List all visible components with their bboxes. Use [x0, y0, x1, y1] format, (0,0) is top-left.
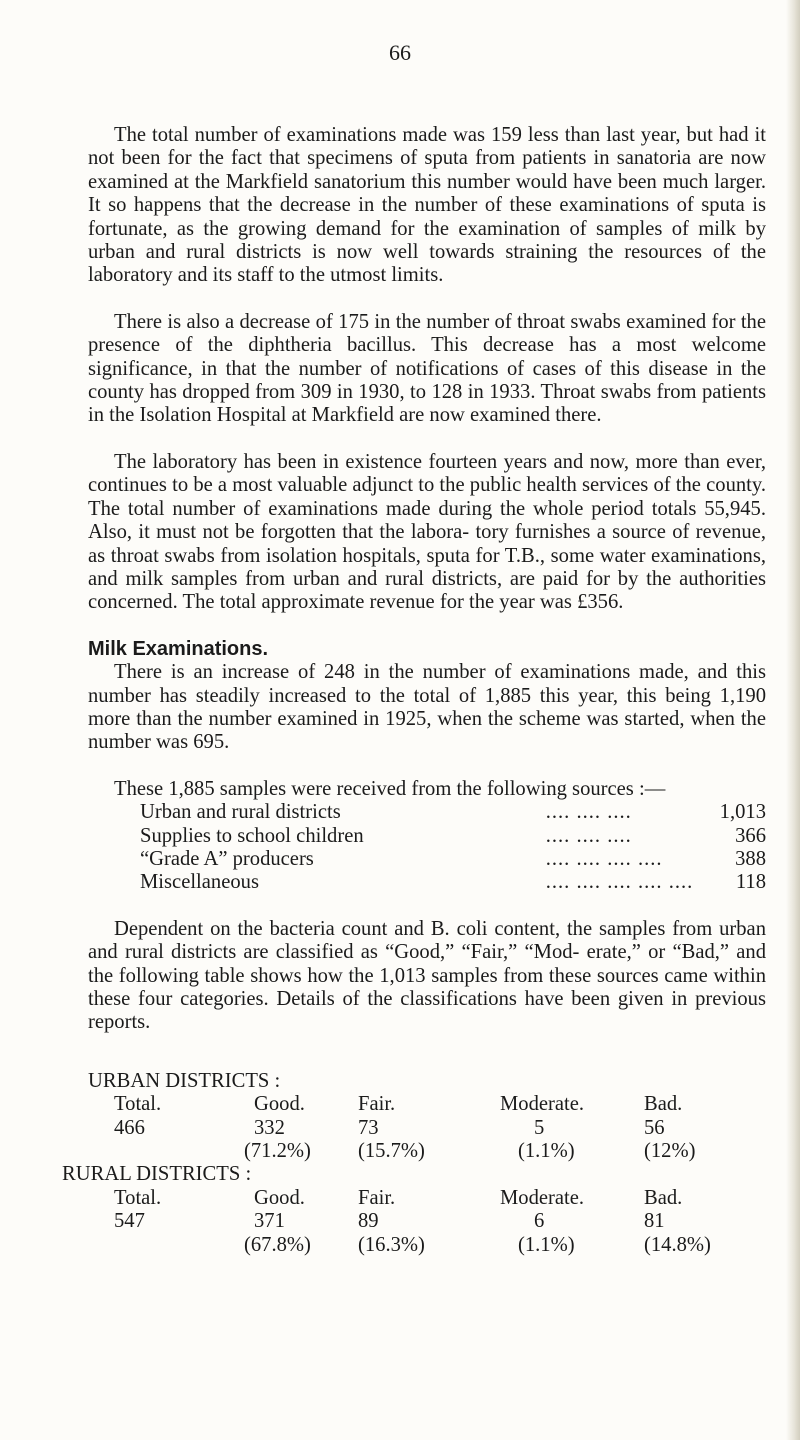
table-cell: 332 — [254, 1116, 285, 1139]
source-value: 1,013 — [719, 801, 766, 824]
urban-table-title: URBAN DISTRICTS : — [88, 1069, 281, 1092]
page-number: 66 — [389, 40, 411, 65]
table-cell: (14.8%) — [644, 1233, 711, 1256]
table-cell: 5 — [534, 1116, 545, 1139]
table-cell: (12%) — [644, 1140, 696, 1163]
table-cell: (15.7%) — [358, 1140, 425, 1163]
document-body — [62, 124, 766, 1257]
leader-dots: .... .... .... .... .... — [545, 871, 694, 894]
list-item — [88, 848, 766, 871]
source-label: Urban and rural districts — [140, 801, 341, 824]
paragraph-sources-intro: These 1,885 samples were received from the following sources :— — [114, 777, 666, 800]
source-value: 388 — [735, 847, 766, 870]
paragraph-throat-swabs: There is also a decrease of 175 in the number of throat swabs examined for the presence of the diphtheria bacillus. This decrease has a most welcome significance, in that the number of notifications of cases of this disease in the county has dropped from 309 in 1930, to 128 in 1933. Throat swabs from patients in the Isolation Hospital at Markfield are now examined there. — [88, 310, 766, 427]
table-header: Fair. — [358, 1093, 396, 1116]
table-header: Fair. — [358, 1186, 396, 1209]
source-label: Supplies to school children — [140, 824, 364, 847]
table-cell: 6 — [534, 1210, 545, 1233]
table-cell — [114, 1234, 214, 1257]
paragraph-laboratory: The laboratory has been in existence fourteen years and now, more than ever, continues to be a most valuable adjunct to the public health services of the county. The total number of examinations made during the whole period totals 55,945. Also, it must not be forgotten that the labora- tory furnishes a source of revenue, as throat swabs from isolation hospitals, sputa for T.B., some water examinations, and milk samples from urban and rural districts, are paid for by the authorities concerned. The total approximate revenue for the year was £356. — [88, 450, 766, 614]
list-item — [88, 825, 766, 848]
table-header: Moderate. — [500, 1186, 585, 1209]
table-cell: 73 — [358, 1116, 379, 1139]
section-heading-milk: Milk Examinations. — [88, 637, 269, 660]
table-header: Good. — [254, 1093, 305, 1116]
table-cell: (71.2%) — [244, 1140, 311, 1163]
sources-list — [88, 801, 766, 895]
leader-dots: .... .... .... — [545, 824, 632, 847]
table-cell: (16.3%) — [358, 1233, 425, 1256]
source-label: “Grade A” producers — [140, 847, 314, 870]
leader-dots: .... .... .... — [545, 801, 632, 824]
table-header: Good. — [254, 1186, 305, 1209]
paragraph-classification: Dependent on the bacteria count and B. coli content, the samples from urban and rural districts are classified as “Good,” “Fair,” “Mod- erate,” or “Bad,” and the following table shows how the 1,013 samples from these sources came within these four categories. Details of the classifications have been given in previous reports. — [88, 917, 766, 1034]
rural-table-title: RURAL DISTRICTS : — [62, 1163, 252, 1186]
table-cell: 89 — [358, 1210, 379, 1233]
table-cell: 56 — [644, 1116, 665, 1139]
table-header: Total. — [114, 1093, 162, 1116]
paragraph-examinations: The total number of examinations made was 159 less than last year, but had it not been for the fact that specimens of sputa from patients in sanatoria are now examined at the Markfield sanatorium this number would have been much larger. It so happens that the decrease in the number of these examinations of sputa is fortunate, as the growing demand for the examination of samples of milk by urban and rural districts is now well towards straining the resources of the laboratory and its staff to the utmost limits. — [88, 124, 766, 287]
leader-dots: .... .... .... .... — [545, 847, 663, 870]
rural-table — [88, 1187, 766, 1257]
paragraph-milk-increase: There is an increase of 248 in the number of examinations made, and this number has steadily increased to the total of 1,885 this year, this being 1,190 more than the number examined in 1925, when the scheme was started, when the number was 695. — [88, 661, 766, 754]
list-item — [88, 801, 766, 824]
table-cell: (67.8%) — [244, 1233, 311, 1256]
page-edge — [786, 0, 800, 1440]
table-header: Bad. — [644, 1093, 683, 1116]
table-cell: 81 — [644, 1210, 665, 1233]
source-label: Miscellaneous — [140, 871, 259, 894]
table-cell: (1.1%) — [518, 1233, 575, 1256]
table-cell: (1.1%) — [518, 1140, 575, 1163]
table-cell: 371 — [254, 1210, 285, 1233]
table-header: Bad. — [644, 1186, 683, 1209]
table-cell: 466 — [114, 1116, 145, 1139]
table-header: Total. — [114, 1186, 162, 1209]
table-header: Moderate. — [500, 1093, 585, 1116]
table-cell: 547 — [114, 1210, 145, 1233]
source-value: 118 — [735, 871, 766, 894]
urban-table — [88, 1093, 766, 1163]
source-value: 366 — [735, 824, 766, 847]
list-item — [88, 871, 766, 894]
table-cell — [114, 1140, 214, 1163]
